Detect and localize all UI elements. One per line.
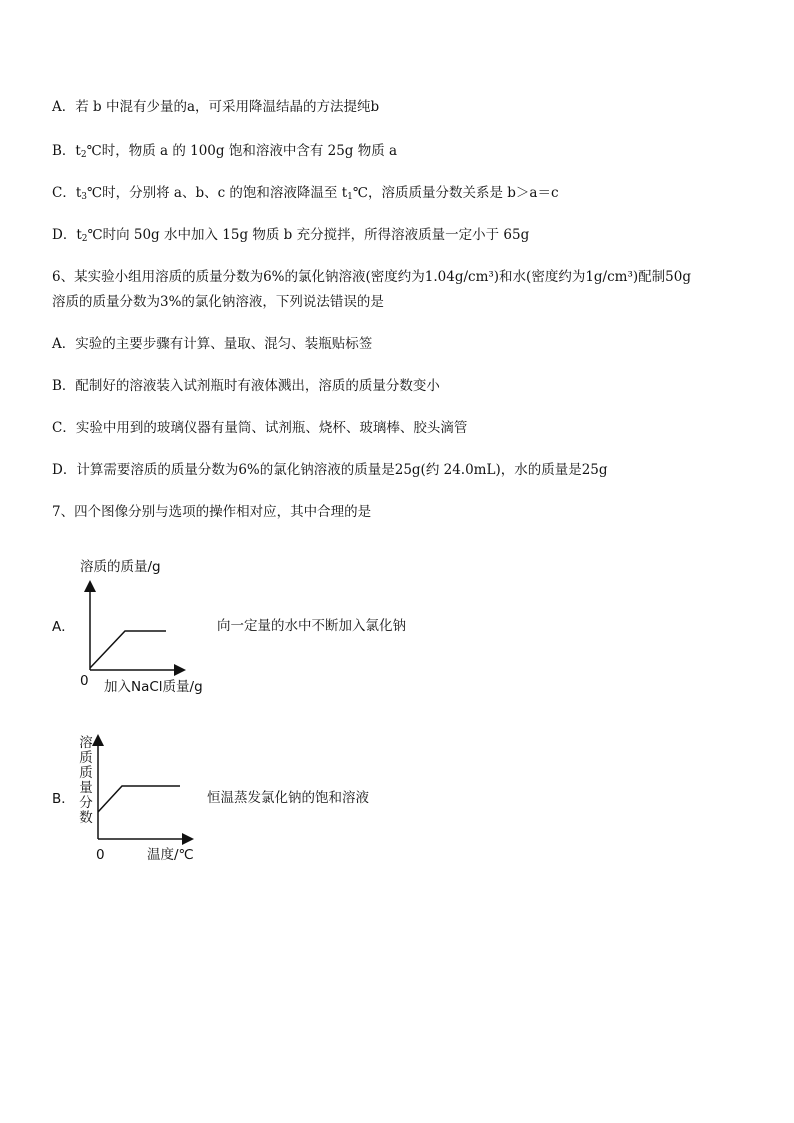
q5-option-b-text: ℃时，物质 a 的 100g 饱和溶液中含有 25g 物质 a xyxy=(86,143,398,159)
graph-b-option-label: B． xyxy=(52,791,75,807)
q5-option-d xyxy=(52,225,529,245)
graph-b-curve xyxy=(98,786,180,812)
q5-option-c-subscript: 3 xyxy=(81,192,87,202)
q5-option-b-subscript: 2 xyxy=(80,150,87,160)
graph-a-plot xyxy=(70,578,200,678)
q5-option-c-prefix: C．t xyxy=(52,185,82,201)
q5-option-b xyxy=(52,141,397,161)
q6-option-b: B．配制好的溶液装入试剂瓶时有液体溅出，溶质的质量分数变小 xyxy=(52,378,440,394)
graph-b-origin: 0 xyxy=(96,847,105,863)
q5-option-d-text: ℃时向 50g 水中加入 15g 物质 b 充分搅拌，所得溶液质量一定小于 65g xyxy=(87,227,530,243)
q6-stem-line-2: 溶质的质量分数为3%的氯化钠溶液，下列说法错误的是 xyxy=(52,294,384,310)
q5-option-c xyxy=(52,183,559,203)
q6-option-d: D．计算需要溶质的质量分数为6%的氯化钠溶液的质量是25g(约 24.0mL)，水的质量是25g xyxy=(52,462,608,478)
q6-option-c: C．实验中用到的玻璃仪器有量筒、试剂瓶、烧杯、玻璃棒、胶头滴管 xyxy=(52,420,468,436)
q5-option-c-text: ℃，溶质质量分数关系是 b＞a＝c xyxy=(352,185,559,201)
graph-a-xlabel: 加入NaCl质量/g xyxy=(104,679,203,695)
graph-a-option-label: A． xyxy=(52,619,75,635)
q6-stem-line-1: 6、某实验小组用溶质的质量分数为6%的氯化钠溶液(密度约为1.04g/cm³)和水(密度约为1g/cm³)配制50g xyxy=(52,269,691,285)
graph-a-origin: 0 xyxy=(80,673,89,689)
q5-option-d-prefix: D．t xyxy=(52,227,82,243)
q7-stem: 7、四个图像分别与选项的操作相对应，其中合理的是 xyxy=(52,504,372,520)
graph-b-plot xyxy=(90,732,200,847)
q5-option-b-prefix: B．t xyxy=(52,143,81,159)
graph-b-xlabel: 温度/℃ xyxy=(147,847,194,863)
q5-option-d-subscript: 2 xyxy=(81,234,88,244)
q6-option-a: A．实验的主要步骤有计算、量取、混匀、装瓶贴标签 xyxy=(52,336,373,352)
graph-a-ylabel: 溶质的质量/g xyxy=(80,559,161,575)
graph-a-curve xyxy=(90,631,166,668)
graph-a-description: 向一定量的水中不断加入氯化钠 xyxy=(217,618,406,634)
q5-option-a: A．若 b 中混有少量的a，可采用降温结晶的方法提纯b xyxy=(52,99,380,115)
graph-b-description: 恒温蒸发氯化钠的饱和溶液 xyxy=(207,790,369,806)
q5-option-c-middle: ℃时，分别将 a、b、c 的饱和溶液降温至 t xyxy=(87,185,348,201)
graph-b-ylabel: 溶质质量分数 xyxy=(79,735,93,826)
q5-option-c-subscript-2: 1 xyxy=(347,192,353,202)
